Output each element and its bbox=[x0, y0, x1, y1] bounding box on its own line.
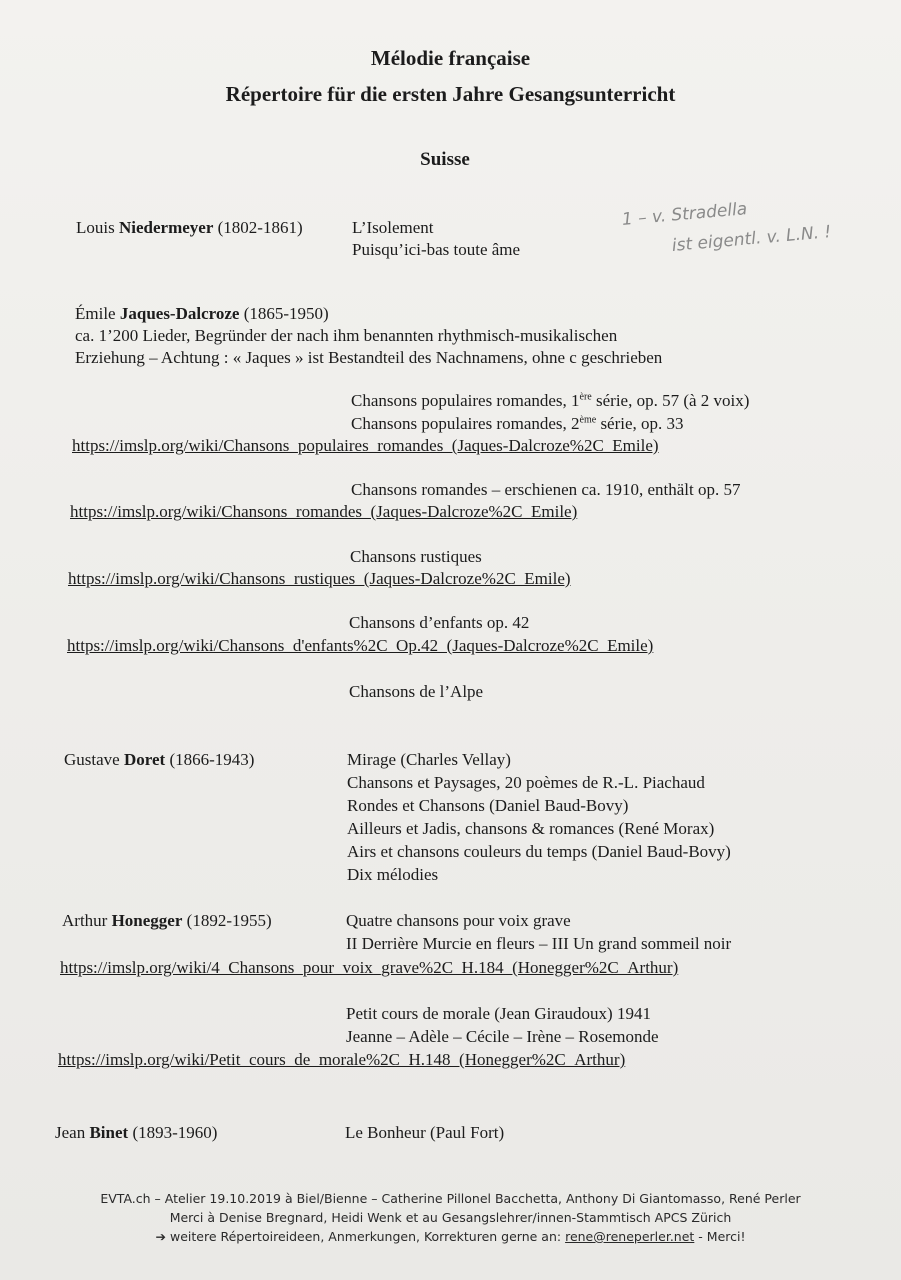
composer-jaques-dalcroze bbox=[75, 302, 329, 325]
imslp-link[interactable]: https://imslp.org/wiki/Chansons_rustiques_(Jaques-Dalcroze%2C_Emile) bbox=[68, 569, 571, 588]
composer-dates: (1892-1955) bbox=[182, 911, 272, 930]
handwritten-note-line-2: ist eigentl. v. L.N. ! bbox=[671, 222, 833, 256]
composer-doret bbox=[64, 748, 254, 771]
work-title-text: série, op. 33 bbox=[596, 414, 684, 433]
composer-last-name: Jaques-Dalcroze bbox=[119, 304, 240, 323]
composer-dates: (1865-1950) bbox=[239, 304, 329, 323]
work-title: L’Isolement bbox=[352, 218, 434, 237]
work-title: Airs et chansons couleurs du temps (Daniel Baud-Bovy) bbox=[347, 842, 731, 861]
document-title: Mélodie française bbox=[370, 46, 531, 70]
work-title: Quatre chansons pour voix grave bbox=[346, 911, 571, 930]
work-title: Le Bonheur (Paul Fort) bbox=[345, 1123, 505, 1142]
work-title: Rondes et Chansons (Daniel Baud-Bovy) bbox=[347, 796, 629, 815]
composer-last-name: Honegger bbox=[111, 911, 183, 930]
footer-line-3 bbox=[0, 1227, 901, 1246]
work-title: Ailleurs et Jadis, chansons & romances (René Morax) bbox=[347, 819, 715, 838]
work-title: II Derrière Murcie en fleurs – III Un grand sommeil noir bbox=[346, 934, 732, 953]
composer-first-name: Gustave bbox=[64, 750, 124, 769]
composer-niedermeyer bbox=[76, 216, 303, 239]
work-title: Petit cours de morale (Jean Giraudoux) 1941 bbox=[346, 1004, 651, 1023]
footer-text: - Merci! bbox=[694, 1229, 746, 1244]
footer-line-1: EVTA.ch – Atelier 19.10.2019 à Biel/Bienne – Catherine Pillonel Bacchetta, Anthony Di Giantomasso, René Perler bbox=[100, 1191, 801, 1206]
work-title: Chansons et Paysages, 20 poèmes de R.-L. Piachaud bbox=[347, 773, 705, 792]
composer-dates: (1893-1960) bbox=[128, 1123, 218, 1142]
arrow-icon: ➔ bbox=[155, 1229, 166, 1244]
imslp-link[interactable]: https://imslp.org/wiki/4_Chansons_pour_voix_grave%2C_H.184_(Honegger%2C_Arthur) bbox=[60, 958, 679, 977]
composer-description: Erziehung – Achtung : « Jaques » ist Bestandteil des Nachnamens, ohne c geschrieben bbox=[75, 348, 663, 367]
work-title bbox=[351, 412, 684, 435]
work-title: Mirage (Charles Vellay) bbox=[347, 750, 511, 769]
handwritten-note-line-1: 1 – v. Stradella bbox=[621, 199, 748, 230]
footer-text: weitere Répertoireideen, Anmerkungen, Korrekturen gerne an: bbox=[166, 1229, 566, 1244]
ordinal-superscript: ère bbox=[579, 391, 592, 403]
work-title-text: Chansons populaires romandes, 1 bbox=[351, 391, 580, 410]
work-title bbox=[351, 389, 749, 412]
composer-dates: (1802-1861) bbox=[213, 218, 303, 237]
work-title: Chansons romandes – erschienen ca. 1910, enthält op. 57 bbox=[351, 480, 741, 499]
composer-honegger bbox=[62, 909, 272, 932]
composer-first-name: Arthur bbox=[62, 911, 112, 930]
composer-first-name: Jean bbox=[55, 1123, 90, 1142]
imslp-link[interactable]: https://imslp.org/wiki/Chansons_populaires_romandes_(Jaques-Dalcroze%2C_Emile) bbox=[72, 436, 659, 455]
imslp-link[interactable]: https://imslp.org/wiki/Chansons_romandes_(Jaques-Dalcroze%2C_Emile) bbox=[70, 502, 578, 521]
document-subtitle: Répertoire für die ersten Jahre Gesangsunterricht bbox=[225, 82, 676, 106]
work-title: Chansons rustiques bbox=[350, 547, 482, 566]
work-title: Chansons de l’Alpe bbox=[349, 682, 484, 701]
footer-line-2: Merci à Denise Bregnard, Heidi Wenk et au Gesangslehrer/innen-Stammtisch APCS Zürich bbox=[169, 1210, 732, 1225]
email-link[interactable]: rene@reneperler.net bbox=[565, 1229, 695, 1244]
work-title: Jeanne – Adèle – Cécile – Irène – Rosemonde bbox=[346, 1027, 659, 1046]
composer-first-name: Émile bbox=[75, 304, 120, 323]
imslp-link[interactable]: https://imslp.org/wiki/Petit_cours_de_morale%2C_H.148_(Honegger%2C_Arthur) bbox=[58, 1050, 626, 1069]
work-title-text: série, op. 57 (à 2 voix) bbox=[591, 391, 750, 410]
composer-dates: (1866-1943) bbox=[165, 750, 255, 769]
composer-description: ca. 1’200 Lieder, Begründer der nach ihm benannten rhythmisch-musikalischen bbox=[75, 326, 618, 345]
work-title: Puisqu’ici-bas toute âme bbox=[352, 240, 521, 259]
work-title: Dix mélodies bbox=[347, 865, 439, 884]
composer-last-name: Doret bbox=[123, 750, 166, 769]
composer-last-name: Binet bbox=[89, 1123, 129, 1142]
composer-first-name: Louis bbox=[76, 218, 119, 237]
composer-last-name: Niedermeyer bbox=[118, 218, 214, 237]
composer-binet bbox=[55, 1121, 217, 1144]
work-title-text: Chansons populaires romandes, 2 bbox=[351, 414, 580, 433]
country-heading: Suisse bbox=[420, 149, 470, 170]
work-title: Chansons d’enfants op. 42 bbox=[349, 613, 530, 632]
imslp-link[interactable]: https://imslp.org/wiki/Chansons_d'enfants%2C_Op.42_(Jaques-Dalcroze%2C_Emile) bbox=[67, 636, 654, 655]
ordinal-superscript: ème bbox=[579, 414, 597, 426]
